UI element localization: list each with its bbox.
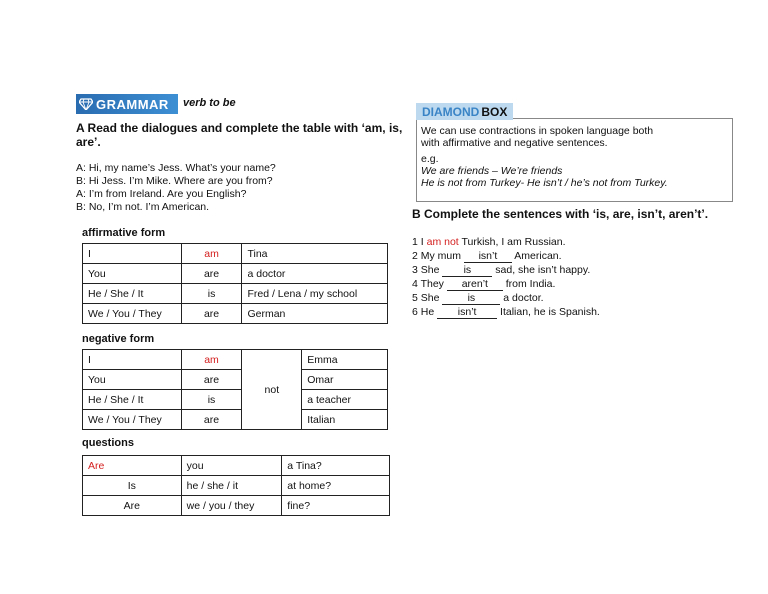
sentence-1 xyxy=(412,235,742,249)
sentence-prefix: 3 She xyxy=(412,264,440,276)
grammar-subtitle: verb to be xyxy=(183,97,236,109)
diamond-box-line: We can use contractions in spoken language both xyxy=(421,125,654,137)
not-cell: not xyxy=(242,350,302,430)
dialogue-line: B: No, I’m not. I’m American. xyxy=(76,201,210,213)
subject-cell: You xyxy=(83,370,182,390)
sentence-rest: sad, she isn’t happy. xyxy=(495,264,591,276)
sentence-prefix: 4 They xyxy=(412,278,444,290)
answer-blank[interactable]: aren’t xyxy=(447,279,503,291)
subject-cell: You xyxy=(83,264,182,284)
verb-cell: are xyxy=(181,410,242,430)
subject-cell: He / She / It xyxy=(83,284,182,304)
verb-cell: is xyxy=(181,390,242,410)
sentence-4 xyxy=(412,277,742,291)
sentence-prefix: 1 I xyxy=(412,236,424,248)
sentence-prefix: 5 She xyxy=(412,292,440,304)
affirmative-title: affirmative form xyxy=(82,227,166,239)
sentence-answer: am not xyxy=(426,236,459,248)
questions-title: questions xyxy=(82,437,134,449)
table-row xyxy=(83,304,388,324)
subject-cell: We / You / They xyxy=(83,410,182,430)
diamond-icon xyxy=(76,94,96,114)
complement-cell: German xyxy=(242,304,388,324)
subject-cell: you xyxy=(181,456,282,476)
table-row xyxy=(83,456,390,476)
table-row xyxy=(83,284,388,304)
complement-cell: Tina xyxy=(242,244,388,264)
answer-blank[interactable]: is xyxy=(442,265,492,277)
dialogue xyxy=(76,162,406,214)
verb-cell: Is xyxy=(83,476,182,496)
diamond-box-line: with affirmative and negative sentences. xyxy=(421,137,608,149)
sentence-rest: American. xyxy=(514,250,562,262)
complement-cell: a doctor xyxy=(242,264,388,284)
dialogue-line: B: Hi Jess. I’m Mike. Where are you from? xyxy=(76,175,273,187)
table-row xyxy=(83,264,388,284)
sentence-3 xyxy=(412,263,742,277)
verb-cell: is xyxy=(181,284,242,304)
verb-cell: are xyxy=(181,370,242,390)
subject-cell: I xyxy=(83,244,182,264)
diamond-box-title-part1: DIAMOND xyxy=(422,104,480,119)
diamond-box-title xyxy=(416,103,513,120)
subject-cell: he / she / it xyxy=(181,476,282,496)
sentence-6 xyxy=(412,305,742,319)
grammar-badge-label: GRAMMAR xyxy=(96,96,169,112)
subject-cell: He / She / It xyxy=(83,390,182,410)
dialogue-line: A: Hi, my name’s Jess. What’s your name? xyxy=(76,162,276,174)
table-row xyxy=(83,410,388,430)
diamond-box-example: We are friends – We’re friends xyxy=(421,165,563,177)
sentence-rest: a doctor. xyxy=(503,292,544,304)
table-row xyxy=(83,350,388,370)
negative-table xyxy=(82,349,388,430)
table-row xyxy=(83,476,390,496)
subject-cell: We / You / They xyxy=(83,304,182,324)
subject-cell: we / you / they xyxy=(181,496,282,516)
exercise-a-heading: A Read the dialogues and complete the table with ‘am, is, are’. xyxy=(76,121,403,149)
verb-cell: are xyxy=(181,304,242,324)
sentence-2 xyxy=(412,249,742,263)
questions-table xyxy=(82,455,390,516)
negative-title: negative form xyxy=(82,333,155,345)
verb-cell: Are xyxy=(83,496,182,516)
table-row xyxy=(83,496,390,516)
sentence-5 xyxy=(412,291,742,305)
sentence-rest: from India. xyxy=(505,278,556,290)
complement-cell: Italian xyxy=(302,410,388,430)
sentence-rest: Italian, he is Spanish. xyxy=(500,306,600,318)
diamond-box-title-part2: BOX xyxy=(481,104,508,119)
complement-cell: at home? xyxy=(282,476,390,496)
sentence-rest: Turkish, I am Russian. xyxy=(461,236,566,248)
complement-cell: Fred / Lena / my school xyxy=(242,284,388,304)
sentence-prefix: 6 He xyxy=(412,306,435,318)
complement-cell: fine? xyxy=(282,496,390,516)
subject-cell: I xyxy=(83,350,182,370)
answer-blank[interactable]: isn’t xyxy=(464,251,512,263)
complement-cell: a teacher xyxy=(302,390,388,410)
diamond-box-example: He is not from Turkey- He isn’t / he’s not from Turkey. xyxy=(421,177,668,189)
exercise-b-heading: B Complete the sentences with ‘is, are, isn’t, aren’t’. xyxy=(412,207,709,221)
answer-blank[interactable]: isn’t xyxy=(437,307,497,319)
diamond-box-eg: e.g. xyxy=(421,153,439,165)
complement-cell: Omar xyxy=(302,370,388,390)
diamond-box-content xyxy=(421,125,731,189)
complement-cell: Emma xyxy=(302,350,388,370)
complement-cell: a Tina? xyxy=(282,456,390,476)
verb-cell: are xyxy=(181,264,242,284)
dialogue-line: A: I’m from Ireland. Are you English? xyxy=(76,188,247,200)
verb-cell: Are xyxy=(83,456,182,476)
table-row xyxy=(83,244,388,264)
answer-blank[interactable]: is xyxy=(442,293,500,305)
table-row xyxy=(83,390,388,410)
affirmative-table xyxy=(82,243,388,324)
sentence-prefix: 2 My mum xyxy=(412,250,462,262)
sentence-list xyxy=(412,235,742,319)
grammar-badge xyxy=(76,94,178,114)
table-row xyxy=(83,370,388,390)
verb-cell: am xyxy=(181,350,242,370)
verb-cell: am xyxy=(181,244,242,264)
